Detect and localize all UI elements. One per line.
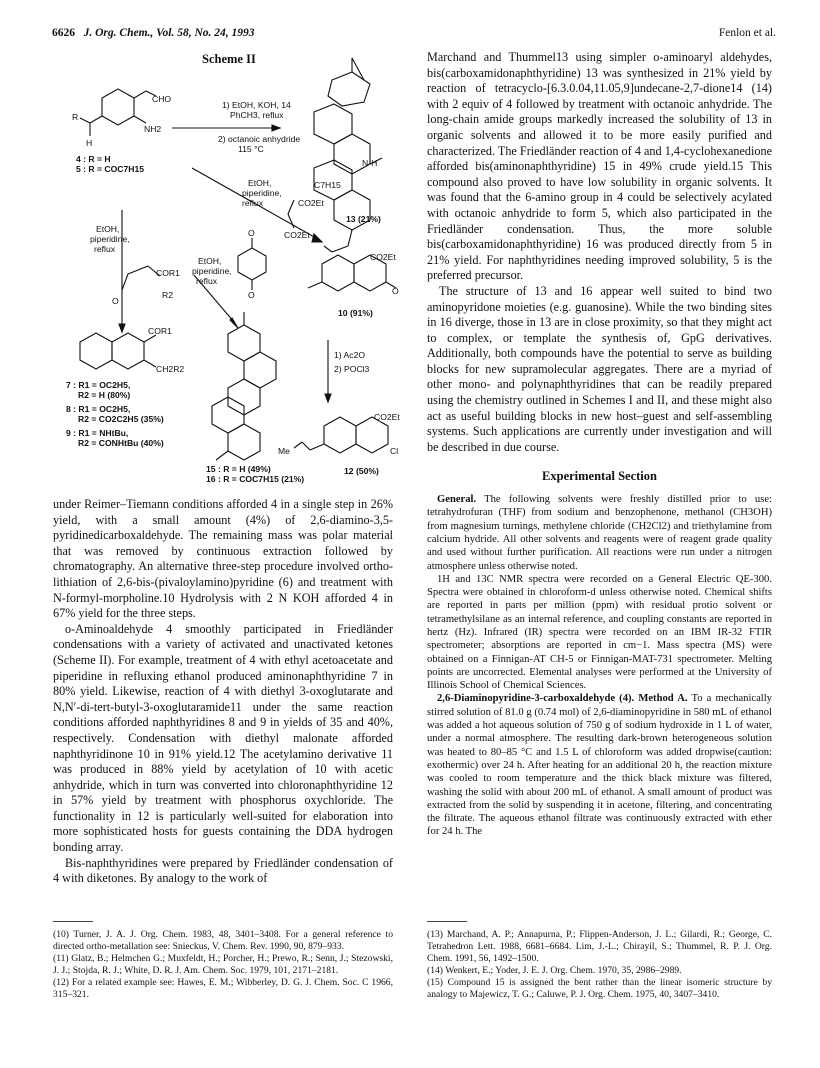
label-cmpd-7b: R2 = H (80%)	[78, 390, 131, 400]
label-o-c: O	[248, 290, 255, 300]
left-column	[53, 497, 393, 887]
general-text: The following solvents were freshly distilled prior to use: tetrahydrofuran (THF) from sodium and benzophenone, methanol (CH3OH) from magnesium turnings, methylene chloride (CH2Cl2) and triethylamine from calcium hydride. All other solvents and reagents were of reagent grade quality and used without further purification. All reactions were run under a nitrogen atmosphere unless otherwise noted.	[427, 494, 772, 572]
label-cl: Cl	[390, 446, 399, 456]
cond-mid-2: piperidine,	[242, 188, 282, 198]
footnote-13: (13) Marchand, A. P.; Annapurna, P.; Flippen-Anderson, J. L.; Gilardi, R.; George, C. Tetrahedron Lett. 1988, 6681–6684. Lim, J.-L.; Chirayil, S.; Thummel, R. P. J. Org. Chem. 1991, 56, 1492–1500.	[427, 929, 772, 964]
label-nh2: NH2	[144, 124, 162, 134]
left-paragraph-3: Bis-naphthyridines were prepared by Friedländer condensation of 4 with diketones. By analogy to the work of	[53, 855, 393, 886]
label-cmpd-16: 16 : R = COC7H15 (21%)	[206, 474, 305, 484]
compound-7-9-structure	[80, 333, 156, 369]
label-o-d: O	[392, 286, 399, 296]
right-column	[427, 50, 772, 839]
page-number: 6626	[52, 27, 75, 39]
method-heading: 2,6-Diaminopyridine-3-carboxaldehyde (4). Method A.	[437, 693, 688, 705]
label-cmpd-12: 12 (50%)	[344, 466, 379, 476]
label-r2-a: R2	[162, 290, 173, 300]
running-header	[52, 27, 776, 43]
label-nh: N-H	[362, 158, 378, 168]
label-co2et-2: CO2Et	[284, 230, 310, 240]
compound-15-16-structure	[212, 312, 276, 460]
label-co2et-3: CO2Et	[370, 252, 396, 262]
header-left	[52, 27, 255, 39]
general-heading: General.	[437, 494, 477, 506]
cond-left-1: EtOH,	[96, 224, 120, 234]
cond-left-3: reflux	[94, 244, 116, 254]
footnote-12: (12) For a related example see: Hawes, E. M.; Wibberley, D. G. J. Chem. Soc. C 1966, 315–321.	[53, 977, 393, 1000]
footnote-14: (14) Wenkert, E.; Yoder, J. E. J. Org. Chem. 1970, 35, 2986–2989.	[427, 965, 682, 976]
footnotes-right	[427, 929, 772, 1001]
scheme-title: Scheme II	[202, 52, 256, 66]
cond-mid-1: EtOH,	[248, 178, 272, 188]
cond-dk-3: reflux	[196, 276, 218, 286]
label-cor1-a: COR1	[156, 268, 180, 278]
cyclohexanedione-structure	[238, 238, 266, 290]
label-h: H	[86, 138, 93, 148]
right-paragraph-1: Marchand and Thummel13 using simpler o-aminoaryl aldehydes, bis(carboxamidonaphthyridine) 13 was synthesized in 21% yield by reaction of tetracyclo-[6.3.0.04,11.05,9]undecane-2,7-dione14 (14) with 2 equiv of 4 followed by treatment with octanoic anhydride. The long-chain amide groups markedly increased the solubility of 13 in organic solvents and allowed it to be more easily purified and characterized. The Friedländer reaction of 4 and 1,4-cyclohexanedione afforded bis(aminonaphthyridine) 15 in 49% crude yield.15 This compound also proved to have low solubility in organic solvents. It was found that the 6-amino group in 4 could be selectively acylated with octanoic anhydride to form 5, which also participated in the Friedländer condensation. Thus, the more soluble bis(carboxamidonaphthyridine) 16 was produced directly from 5 in 21% yield. For naphthyridines needing improved solubility, 5 is the preferred precursor.	[427, 50, 772, 283]
cond-top-4: 115 °C	[238, 144, 264, 154]
label-co2et-4: CO2Et	[374, 412, 400, 422]
footnotes-left	[53, 929, 393, 1001]
compound-12-structure	[294, 417, 388, 453]
label-ch2r2: CH2R2	[156, 364, 185, 374]
label-cmpd-5: 5 : R = COC7H15	[76, 164, 145, 174]
footnote-rule-right	[427, 921, 467, 922]
cond-left-2: piperidine,	[90, 234, 130, 244]
cond-ac2o: 1) Ac2O	[334, 350, 366, 360]
footnote-10: (10) Turner, J. A. J. Org. Chem. 1983, 48, 3401–3408. For a general reference to directed ortho-metallation see: Snieckus, V. Chem. Rev. 1990, 90, 879–933.	[53, 929, 393, 952]
label-cmpd-4: 4 : R = H	[76, 154, 111, 164]
cond-pocl3: 2) POCl3	[334, 364, 370, 374]
scheme-ii-figure	[52, 50, 402, 490]
label-c7h15: C7H15	[314, 180, 341, 190]
experimental-text	[427, 493, 772, 839]
left-paragraph-2: o-Aminoaldehyde 4 smoothly participated in Friedländer condensations with a variety of activated and unactivated ketones (Scheme II). For example, treatment of 4 with ethyl acetoacetate and piperidine in refluxing ethanol produced aminonaphthyridine 7 in 80% yield. Likewise, reaction of 4 with diethyl 3-oxoglutarate and N,N′-di-tert-butyl-3-oxoglutaramide11 under the same reaction conditions afforded naphthyridines 8 and 9 in yields of 35 and 40%, respectively. Condensation with diethyl malonate afforded naphthyridinone 10 in 91% yield.12 The acetylamino derivative 11 was produced in 88% yield by acetylation of 10 with acetic anhydride, which in turn was converted into chloronaphthyridine 12 in 57% yield by treatment with phosphorus oxychloride. The functionality in 12 is particularly well-suited for elaboration into more sophisticated hosts for guests containing the DDA hydrogen bonding array.	[53, 621, 393, 855]
cond-top-3: 2) octanoic anhydride	[218, 134, 301, 144]
label-cmpd-10: 10 (91%)	[338, 308, 373, 318]
label-o-a: O	[112, 296, 119, 306]
cond-mid-3: reflux	[242, 198, 264, 208]
label-r: R	[72, 112, 79, 122]
footnote-11: (11) Glatz, B.; Helmchen G.; Muxfeldt, H.; Porcher, H.; Prewo, R.; Senn, J.; Stezowski, J. J.; Stojda, R. J.; White, D. R. J. Am. Chem. Soc. 1979, 101, 2171–2181.	[53, 953, 393, 976]
label-o-b: O	[248, 228, 255, 238]
cond-top-2: PhCH3, reflux	[230, 110, 284, 120]
label-cmpd-15: 15 : R = H (49%)	[206, 464, 271, 474]
footnote-15: (15) Compound 15 is assigned the bent rather than the linear isomeric structure by analogy to Majewicz, T. G.; Caluwe, P. J. Org. Chem. 1975, 40, 3407–3410.	[427, 977, 772, 1000]
label-cmpd-9a: 9 : R1 = NHtBu,	[66, 428, 129, 438]
right-paragraph-2: The structure of 13 and 16 appear well suited to bind two aminopyridone moieties (e.g. guanosine). While the two binding sites in 16 diverge, those in 13 are in close proximity, so that they might act to complex, or template the synthesis of, GpG derivatives. Additionally, both compounds have the potential to serve as building blocks for new supramolecular aggregates. There are a myriad of other mono- and polynaphthyridines that can be readily prepared using the chemistry outlined in Schemes I and II, and these might also act as useful building blocks in new host–guest and self-assembling systems. Such applications are currently under investigation and will be described in due course.	[427, 283, 772, 454]
label-cmpd-8b: R2 = CO2C2H5 (35%)	[78, 414, 164, 424]
label-cmpd-7a: 7 : R1 = OC2H5,	[66, 380, 131, 390]
label-co2et-1: CO2Et	[298, 198, 324, 208]
left-paragraph-1: under Reimer–Tiemann conditions afforded 4 in a single step in 26% yield, with a small amount (4%) of 2,6-diamino-3,5-pyridinedicarboxaldehyde. The remaining mass was polar material that was removed by continuous extraction followed by chromatography. An alternative three-step procedure involved ortho-lithiation of 2,6-bis-(pivaloylamino)pyridine (6) and treatment with N-formyl-morpholine.10 Hydrolysis with 2 N KOH afforded 4 in 67% yield for the three steps.	[53, 497, 393, 621]
journal-citation: J. Org. Chem., Vol. 58, No. 24, 1993	[83, 27, 255, 39]
label-cho: CHO	[152, 94, 172, 104]
label-cor1-b: COR1	[148, 326, 172, 336]
label-cmpd-9b: R2 = CONHtBu (40%)	[78, 438, 164, 448]
label-me: Me	[278, 446, 290, 456]
header-authors: Fenlon et al.	[718, 27, 776, 39]
method-text: To a mechanically stirred solution of 81.0 g (0.74 mol) of 2,6-diaminopyridine in 580 mL of ethanol was added a hot aqueous solution of 750 g of sodium hydroxide in 1 L of water, under a normal atmosphere. The resulting dark-brown heterogeneous solution was heated to 80–85 °C and 1.5 L of chloroform was added dropwise(caution: exothermic) over 24 h. After heating for an additional 20 h, the reaction mixture was cooled to room temperature and the thick black mixture was filtered, washing the solid with about 200 mL of ethanol. A small amount of product was extracted from the solid by suspending it in acetone, filtering, and concentrating the filtrate. The aqueous ethanol filtrate was continuously extracted with ether for 24 h. The	[427, 693, 772, 838]
nmr-text: 1H and 13C NMR spectra were recorded on a General Electric QE-300. Spectra were obtained in chloroform-d unless otherwise noted. Chemical shifts are reported in parts per million (ppm) with residual protio solvent or tetramethylsilane as an internal reference, and coupling constants are reported in hertz (Hz). Infrared (IR) spectra were recorded on an IBM IR-32 FTIR spectrometer; absorptions are reported in cm−1. Mass spectra (MS) were obtained on a Finnigan-AT CH-5 or Finnigan-MAT-731 spectrometer. Melting points are uncorrected. Elemental analyses were performed at the University of Illinois School of Chemical Sciences.	[427, 573, 772, 692]
cond-dk-2: piperidine,	[192, 266, 232, 276]
label-cmpd-13: 13 (21%)	[346, 214, 381, 224]
experimental-section-title: Experimental Section	[542, 469, 657, 484]
cond-dk-1: EtOH,	[198, 256, 222, 266]
label-cmpd-8a: 8 : R1 = OC2H5,	[66, 404, 131, 414]
ketoester-structure	[122, 266, 160, 290]
cond-top-1: 1) EtOH, KOH, 14	[222, 100, 291, 110]
footnote-rule-left	[53, 921, 93, 922]
